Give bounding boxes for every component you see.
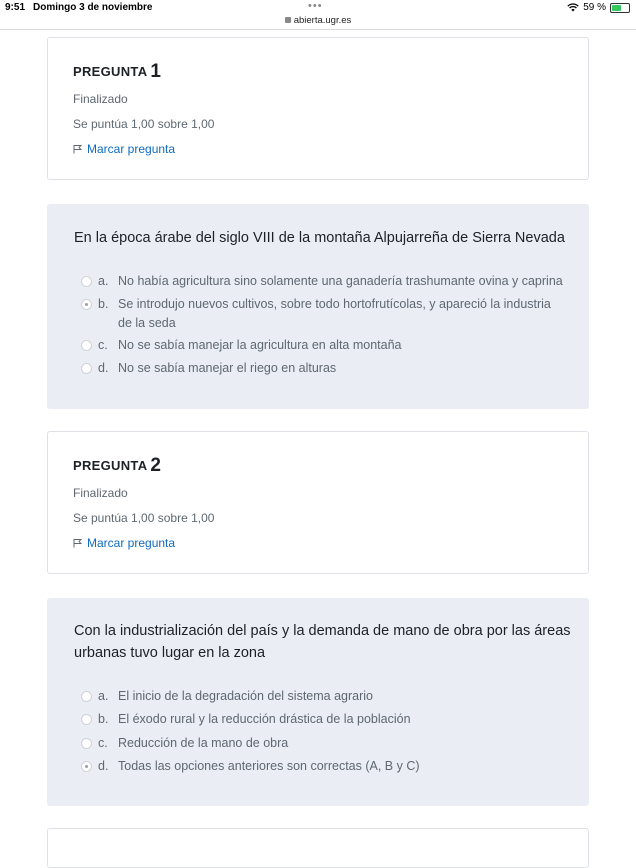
question-3-info <box>47 828 589 868</box>
radio-button[interactable] <box>81 340 92 351</box>
url-text: abierta.ugr.es <box>293 15 352 26</box>
radio-button-selected[interactable] <box>81 761 92 772</box>
radio-button-selected[interactable] <box>81 299 92 310</box>
flag-question-link[interactable] <box>73 536 175 550</box>
browser-menu-dots[interactable]: ••• <box>308 0 323 12</box>
battery-icon <box>610 3 630 13</box>
question-number: 2 <box>150 455 162 476</box>
radio-button[interactable] <box>81 714 92 725</box>
lock-icon <box>285 17 291 23</box>
radio-button[interactable] <box>81 363 92 374</box>
radio-button[interactable] <box>81 276 92 287</box>
flag-icon <box>73 144 82 154</box>
radio-button[interactable] <box>81 738 92 749</box>
flag-icon <box>73 538 82 548</box>
status-indicators <box>567 2 630 13</box>
question-text: En la época árabe del siglo VIII de la montaña Alpujarreña de Sierra Nevada <box>74 230 565 246</box>
question-grade: Se puntúa 1,00 sobre 1,00 <box>73 511 215 525</box>
question-2-content: Con la industrialización del país y la demanda de mano de obra por las áreas urbanas tuvo lugar en la zona a. El inicio de la degradación del sistema agrario b. El éxodo rural y la reducción drástica de la población c. Reducción de la mano de obra d. Todas las opciones anteriores son correctas (A, B y C) <box>47 598 589 806</box>
wifi-icon <box>567 3 579 12</box>
flag-question-label: Marcar pregunta <box>87 536 176 550</box>
battery-percent: 59 % <box>583 2 606 13</box>
flag-question-link[interactable] <box>73 142 175 156</box>
question-label: PREGUNTA 2 <box>73 455 162 476</box>
status-time: 9:51 <box>5 2 26 13</box>
question-label: PREGUNTA 1 <box>73 61 162 82</box>
question-state: Finalizado <box>73 92 128 106</box>
flag-question-label: Marcar pregunta <box>87 142 176 156</box>
question-text: Con la industrialización del país y la demanda de mano de obra por las áreas urbanas tuvo lugar en la zona <box>74 623 571 661</box>
question-number: 1 <box>150 61 162 82</box>
address-bar[interactable] <box>0 15 636 26</box>
question-grade: Se puntúa 1,00 sobre 1,00 <box>73 117 215 131</box>
radio-button[interactable] <box>81 691 92 702</box>
question-1-info <box>47 37 589 180</box>
status-date: Domingo 3 de noviembre <box>33 2 153 13</box>
question-state: Finalizado <box>73 486 128 500</box>
question-1-content: En la época árabe del siglo VIII de la montaña Alpujarreña de Sierra Nevada a. No había agricultura sino solamente una ganadería trashumante ovina y caprina b. Se introdujo nuevos cultivos, sobre todo hortofrutícolas, y apareció la industria de la seda c. No se sabía manejar la agricultura en alta montaña d. No se sabía manejar el riego en alturas <box>47 204 589 409</box>
status-bar <box>0 0 636 30</box>
question-2-info <box>47 431 589 574</box>
